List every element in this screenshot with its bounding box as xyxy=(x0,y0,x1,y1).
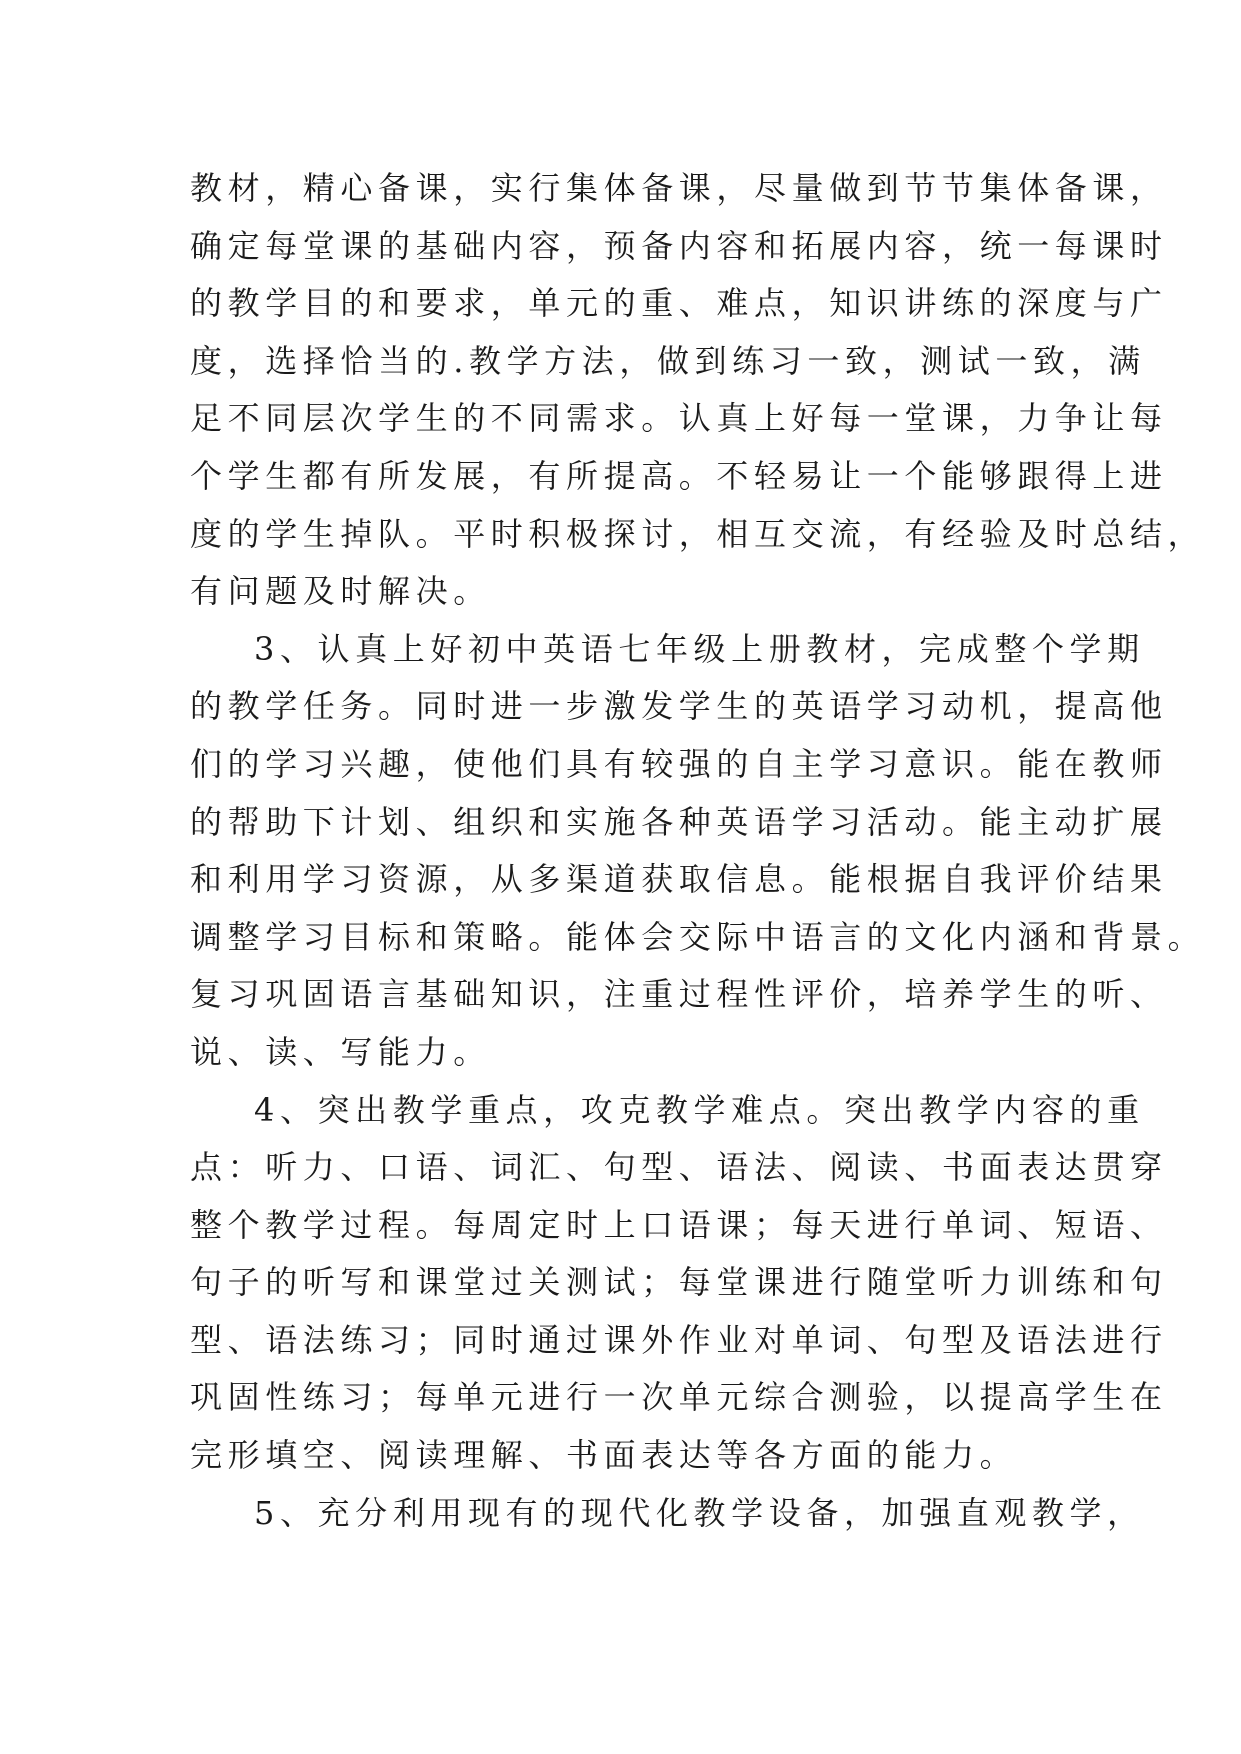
text-line: 完形填空、阅读理解、书面表达等各方面的能力。 xyxy=(190,1436,1018,1475)
text-line: 的帮助下计划、组织和实施各种英语学习活动。能主动扩展 xyxy=(190,802,1168,841)
text-line: 的教学目的和要求，单元的重、难点，知识讲练的深度与广 xyxy=(190,284,1168,323)
text-line: 的教学任务。同时进一步激发学生的英语学习动机，提高他 xyxy=(190,687,1168,726)
text-line: 们的学习兴趣，使他们具有较强的自主学习意识。能在教师 xyxy=(190,744,1168,783)
text-line: 点：听力、口语、词汇、句型、语法、阅读、书面表达贯穿 xyxy=(190,1148,1168,1187)
text-line: 足不同层次学生的不同需求。认真上好每一堂课，力争让每 xyxy=(190,399,1168,438)
text-line: 有问题及时解决。 xyxy=(190,572,491,611)
text-line: 个学生都有所发展，有所提高。不轻易让一个能够跟得上进 xyxy=(190,456,1168,495)
body-text xyxy=(190,160,1206,1542)
text-line: 和利用学习资源，从多渠道获取信息。能根据自我评价结果 xyxy=(190,860,1168,899)
text-line: 说、读、写能力。 xyxy=(190,1032,491,1071)
paragraph-4-start: 4、突出教学重点，攻克教学难点。突出教学内容的重 xyxy=(254,1090,1145,1129)
paragraph-5-start: 5、充分利用现有的现代化教学设备，加强直观教学， xyxy=(254,1493,1145,1532)
text-line: 教材，精心备课，实行集体备课，尽量做到节节集体备课， xyxy=(190,169,1168,207)
text-line: 型、语法练习；同时通过课外作业对单词、句型及语法进行 xyxy=(190,1320,1168,1359)
text-line: 复习巩固语言基础知识，注重过程性评价，培养学生的听、 xyxy=(190,975,1168,1014)
text-line: 巩固性练习；每单元进行一次单元综合测验，以提高学生在 xyxy=(190,1378,1168,1417)
paragraph-3-start: 3、认真上好初中英语七年级上册教材，完成整个学期 xyxy=(254,629,1145,668)
text-line: 句子的听写和课堂过关测试；每堂课进行随堂听力训练和句 xyxy=(190,1263,1168,1302)
text-line: 调整学习目标和策略。能体会交际中语言的文化内涵和背景。 xyxy=(190,917,1206,956)
text-line: 确定每堂课的基础内容，预备内容和拓展内容，统一每课时 xyxy=(190,226,1168,265)
text-line: 整个教学过程。每周定时上口语课；每天进行单词、短语、 xyxy=(190,1205,1168,1244)
text-line: 度，选择恰当的.教学方法，做到练习一致，测试一致，满 xyxy=(190,341,1146,380)
text-line: 度的学生掉队。平时积极探讨，相互交流，有经验及时总结， xyxy=(190,514,1206,553)
